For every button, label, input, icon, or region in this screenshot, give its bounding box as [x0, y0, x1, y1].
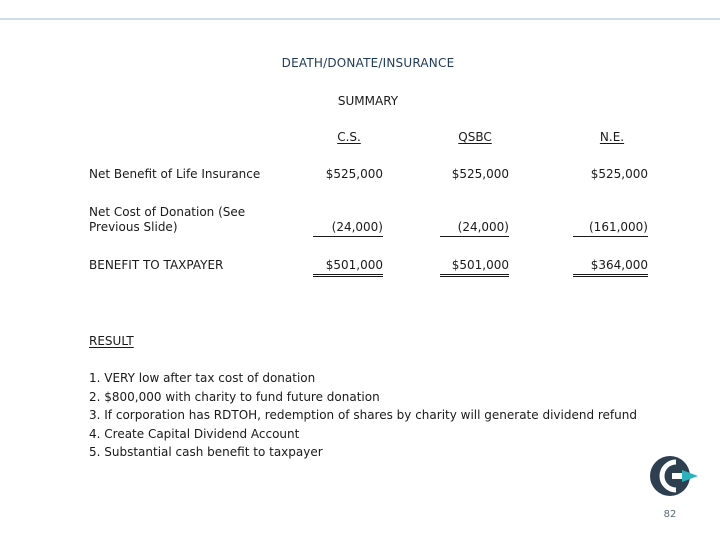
top-divider: [0, 18, 720, 20]
slide-title: DEATH/DONATE/INSURANCE: [281, 56, 455, 70]
table-cell: (24,000): [313, 220, 383, 237]
company-logo-icon: [646, 452, 700, 500]
table-cell: (24,000): [440, 220, 509, 237]
row-label-benefit-to-taxpayer: BENEFIT TO TAXPAYER: [89, 258, 224, 272]
row-label-net-cost: Net Cost of Donation (See Previous Slide): [89, 205, 246, 234]
list-item: 4. Create Capital Dividend Account: [89, 426, 300, 441]
result-list: [89, 369, 637, 462]
list-item: 1. VERY low after tax cost of donation: [89, 371, 316, 385]
slide-subtitle: SUMMARY: [337, 94, 399, 108]
list-item: 2. $800,000 with charity to fund future donation: [89, 389, 380, 404]
column-header-cs: C.S.: [337, 130, 361, 144]
table-cell: $501,000: [313, 258, 383, 277]
column-header-ne: N.E.: [599, 130, 625, 144]
table-cell: $525,000: [325, 167, 383, 181]
page-number: 82: [663, 509, 677, 520]
column-header-qsbc: QSBC: [458, 130, 492, 144]
list-item: 5. Substantial cash benefit to taxpayer: [89, 445, 323, 459]
table-cell: (161,000): [573, 220, 648, 237]
result-heading: RESULT: [89, 334, 134, 348]
table-cell: $525,000: [590, 167, 648, 181]
table-cell: $525,000: [451, 167, 509, 181]
list-item: 3. If corporation has RDTOH, redemption of shares by charity will generate dividend refund: [89, 408, 637, 422]
table-cell: $364,000: [573, 258, 648, 277]
table-cell: $501,000: [440, 258, 509, 277]
row-label-net-benefit: Net Benefit of Life Insurance: [89, 167, 261, 181]
